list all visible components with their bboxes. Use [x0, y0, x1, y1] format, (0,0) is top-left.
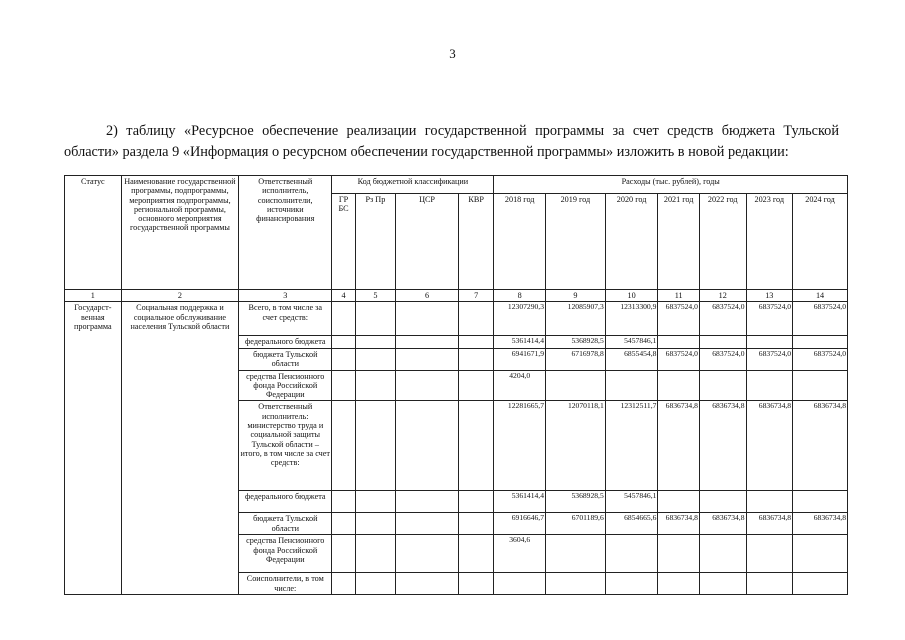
empty-cell: [458, 302, 493, 336]
value-cell: 6836734,8: [658, 401, 700, 491]
empty-cell: [355, 573, 396, 595]
value-cell: 6941671,9: [494, 348, 546, 370]
empty-cell: [332, 401, 355, 491]
value-cell: [699, 535, 746, 573]
row-label: Всего, в том числе за счет средств:: [239, 302, 332, 336]
value-cell: 12085907,3: [546, 302, 606, 336]
header-grbs: ГР БС: [332, 194, 355, 290]
empty-cell: [355, 370, 396, 401]
value-cell: 6836734,8: [793, 513, 848, 535]
value-cell: [699, 336, 746, 348]
value-cell: 6836734,8: [699, 401, 746, 491]
value-cell: 6716978,8: [546, 348, 606, 370]
column-number: 11: [658, 290, 700, 302]
row-label: средства Пенсионного фонда Российской Федерации: [239, 535, 332, 573]
value-cell: [605, 370, 658, 401]
empty-cell: [355, 348, 396, 370]
program-name-cell: Социальная поддержка и социальное обслуживание населения Тульской области: [121, 302, 238, 595]
value-cell: [793, 491, 848, 513]
value-cell: 6836734,8: [699, 513, 746, 535]
column-number: 5: [355, 290, 396, 302]
row-label: Ответственный исполнитель: министерство труда и социальной защиты Тульской области – итого, в том числе за счет средств:: [239, 401, 332, 491]
header-year: 2020 год: [605, 194, 658, 290]
row-label: бюджета Тульской области: [239, 348, 332, 370]
value-cell: [658, 535, 700, 573]
value-cell: [793, 370, 848, 401]
empty-cell: [355, 535, 396, 573]
header-csr: ЦСР: [396, 194, 459, 290]
column-number: 3: [239, 290, 332, 302]
value-cell: [746, 491, 793, 513]
page-number: 3: [449, 46, 456, 61]
empty-cell: [605, 573, 658, 595]
row-label: Соисполнители, в том числе:: [239, 573, 332, 595]
value-cell: [658, 370, 700, 401]
table-row: [65, 302, 848, 336]
value-cell: [658, 336, 700, 348]
value-cell: 6855454,8: [605, 348, 658, 370]
empty-cell: [396, 535, 459, 573]
value-cell: 6837524,0: [658, 302, 700, 336]
empty-cell: [458, 573, 493, 595]
empty-cell: [396, 370, 459, 401]
value-cell: [546, 370, 606, 401]
empty-cell: [458, 491, 493, 513]
column-number: 13: [746, 290, 793, 302]
header-kvr: КВР: [458, 194, 493, 290]
header-row-1: [65, 176, 848, 194]
empty-cell: [458, 336, 493, 348]
value-cell: [546, 535, 606, 573]
column-number: 4: [332, 290, 355, 302]
resource-table: [64, 175, 848, 595]
empty-cell: [396, 348, 459, 370]
column-number: 14: [793, 290, 848, 302]
empty-cell: [332, 491, 355, 513]
value-cell: 6837524,0: [658, 348, 700, 370]
value-cell: 6837524,0: [699, 302, 746, 336]
column-number: 9: [546, 290, 606, 302]
value-cell: 6916646,7: [494, 513, 546, 535]
empty-cell: [746, 573, 793, 595]
value-cell: [793, 336, 848, 348]
value-cell: 12313300,9: [605, 302, 658, 336]
value-cell: 6837524,0: [793, 348, 848, 370]
value-cell: 12312511,7: [605, 401, 658, 491]
header-year: 2019 год: [546, 194, 606, 290]
header-year: 2021 год: [658, 194, 700, 290]
empty-cell: [355, 302, 396, 336]
column-number-row: [65, 290, 848, 302]
intro-text: 2) таблицу «Ресурсное обеспечение реализации государственной программы за счет средств бюджета Тульской области» раздела 9 «Информация о ресурсном обеспечении государственной программы» изложить в новой редакции:: [64, 123, 839, 160]
empty-cell: [396, 573, 459, 595]
row-label: федерального бюджета: [239, 336, 332, 348]
value-cell: 3604,6: [494, 535, 546, 573]
empty-cell: [396, 302, 459, 336]
value-cell: 5361414,4: [494, 336, 546, 348]
empty-cell: [458, 535, 493, 573]
empty-cell: [494, 573, 546, 595]
empty-cell: [332, 348, 355, 370]
header-year: 2022 год: [699, 194, 746, 290]
empty-cell: [355, 336, 396, 348]
value-cell: 6854665,6: [605, 513, 658, 535]
column-number: 12: [699, 290, 746, 302]
value-cell: 5457846,1: [605, 491, 658, 513]
empty-cell: [396, 513, 459, 535]
empty-cell: [332, 513, 355, 535]
empty-cell: [332, 370, 355, 401]
value-cell: 6837524,0: [746, 348, 793, 370]
column-number: 1: [65, 290, 122, 302]
empty-cell: [396, 336, 459, 348]
value-cell: [793, 535, 848, 573]
header-expenses: Расходы (тыс. рублей), годы: [494, 176, 848, 194]
value-cell: 6836734,8: [746, 513, 793, 535]
empty-cell: [793, 573, 848, 595]
value-cell: 6836734,8: [658, 513, 700, 535]
value-cell: [699, 370, 746, 401]
header-rzpr: Рз Пр: [355, 194, 396, 290]
empty-cell: [355, 513, 396, 535]
column-number: 8: [494, 290, 546, 302]
value-cell: 12070118,1: [546, 401, 606, 491]
value-cell: 5368928,5: [546, 491, 606, 513]
column-number: 2: [121, 290, 238, 302]
empty-cell: [332, 336, 355, 348]
empty-cell: [332, 535, 355, 573]
row-label: средства Пенсионного фонда Российской Федерации: [239, 370, 332, 401]
empty-cell: [332, 573, 355, 595]
empty-cell: [355, 491, 396, 513]
row-label: федерального бюджета: [239, 491, 332, 513]
empty-cell: [458, 370, 493, 401]
empty-cell: [332, 302, 355, 336]
empty-cell: [458, 348, 493, 370]
column-number: 7: [458, 290, 493, 302]
intro-paragraph: [64, 121, 839, 163]
value-cell: 12281665,7: [494, 401, 546, 491]
value-cell: 6836734,8: [746, 401, 793, 491]
empty-cell: [658, 573, 700, 595]
header-year: 2024 год: [793, 194, 848, 290]
column-number: 10: [605, 290, 658, 302]
header-year: 2018 год: [494, 194, 546, 290]
value-cell: 5361414,4: [494, 491, 546, 513]
column-number: 6: [396, 290, 459, 302]
value-cell: [746, 336, 793, 348]
row-label: бюджета Тульской области: [239, 513, 332, 535]
empty-cell: [458, 401, 493, 491]
empty-cell: [355, 401, 396, 491]
value-cell: [699, 491, 746, 513]
value-cell: 6837524,0: [746, 302, 793, 336]
value-cell: 5368928,5: [546, 336, 606, 348]
header-name: Наименование государственной программы, подпрограммы, мероприятия подпрограммы, региональной программы, основного мероприятия государственной программы: [121, 176, 238, 290]
value-cell: 6837524,0: [699, 348, 746, 370]
empty-cell: [546, 573, 606, 595]
empty-cell: [396, 491, 459, 513]
status-cell: Государст-венная программа: [65, 302, 122, 595]
value-cell: 6837524,0: [793, 302, 848, 336]
value-cell: 6701189,6: [546, 513, 606, 535]
value-cell: [746, 535, 793, 573]
value-cell: 6836734,8: [793, 401, 848, 491]
value-cell: [658, 491, 700, 513]
header-budget-code: Код бюджетной классификации: [332, 176, 494, 194]
value-cell: [605, 535, 658, 573]
value-cell: 4204,0: [494, 370, 546, 401]
value-cell: [746, 370, 793, 401]
empty-cell: [396, 401, 459, 491]
empty-cell: [458, 513, 493, 535]
empty-cell: [699, 573, 746, 595]
header-executor: Ответственный исполнитель, соисполнители, источники финансирования: [239, 176, 332, 290]
header-year: 2023 год: [746, 194, 793, 290]
value-cell: 5457846,1: [605, 336, 658, 348]
header-status: Статус: [65, 176, 122, 290]
value-cell: 12307290,3: [494, 302, 546, 336]
